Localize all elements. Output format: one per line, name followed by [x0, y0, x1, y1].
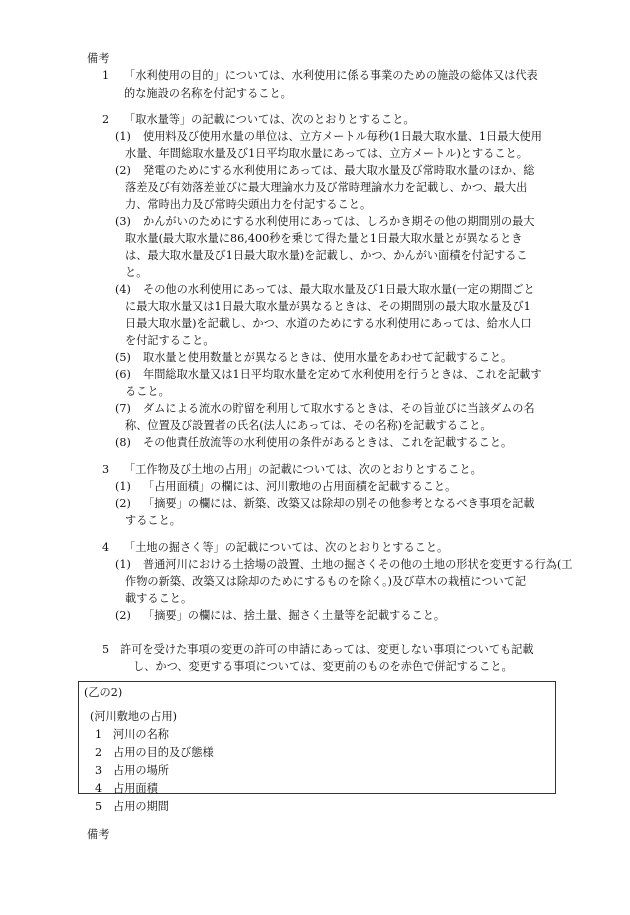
- box-title: (河川敷地の占用): [90, 710, 178, 723]
- item-3-line-1: 「工作物及び土地の占用」の記載については、次のとおりとすること。: [124, 463, 482, 476]
- item-3-number: 3: [102, 463, 110, 476]
- item-4-sub-2-number: (2): [115, 609, 131, 622]
- item-2-sub-4-number: (4): [115, 283, 131, 296]
- item-3-sub-2-line-1: 「摘要」の欄には、新築、改築又は除却の別その他参考となるべき事項を記載: [143, 497, 535, 510]
- item-2-sub-3-line-3: は、最大取水量及び1日最大取水量)を記載し、かつ、かんがい面積を付記するこ: [125, 249, 528, 262]
- item-2-sub-6-line-1: 年間総取水量又は1日平均取水量を定めて水利使用を行うときは、これを記載す: [143, 368, 542, 381]
- item-2-sub-4-line-2: に最大取水量又は1日最大取水量が異なるときは、その期間別の最大取水量及び1: [125, 300, 531, 313]
- item-2-sub-3-line-2: 取水量(最大取水量に86,400秒を乗じて得た量と1日最大取水量とが異なるとき: [125, 232, 523, 245]
- item-2-number: 2: [102, 113, 110, 126]
- item-4-sub-1-line-2: 作物の新築、改築又は除却のためにするものを除く。)及び草木の栽植について記: [125, 575, 527, 588]
- item-2-line-1: 「取水量等」の記載については、次のとおりとすること。: [124, 113, 415, 126]
- item-4-sub-1-number: (1): [115, 558, 131, 571]
- item-1-line-2: 的な施設の名称を付記すること。: [124, 87, 292, 100]
- box-item-2-label: 占用の目的及び態様: [113, 746, 214, 759]
- item-4-sub-1-line-1: 普通河川における土捨場の設置、土地の掘さくその他の土地の形状を変更する行為(工: [143, 558, 573, 571]
- item-2-sub-4-line-3: 日最大取水量)を記載し、かつ、水道のためにする水利使用にあっては、給水人口: [125, 317, 532, 330]
- item-2-sub-8-line-1: その他責任放流等の水利使用の条件があるときは、これを記載すること。: [143, 436, 513, 449]
- box-item-2-number: 2: [95, 746, 103, 759]
- item-3-sub-2-number: (2): [115, 497, 131, 510]
- item-2-sub-3-line-4: と。: [125, 266, 148, 279]
- item-3-sub-1-number: (1): [115, 480, 131, 493]
- item-5-line-1: 許可を受けた事項の変更の許可の申請にあっては、変更しない事項についても記載: [120, 643, 534, 656]
- item-4-sub-2-line-1: 「摘要」の欄には、捨土量、掘さく土量等を記載すること。: [143, 609, 446, 622]
- item-1-line-1: 「水利使用の目的」については、水利使用に係る事業のための施設の総体又は代表: [124, 69, 538, 82]
- item-2-sub-3-number: (3): [115, 215, 131, 228]
- item-2-sub-1-line-1: 使用料及び使用水量の単位は、立方メートル毎秒(1日最大取水量、1日最大使用: [143, 130, 542, 143]
- item-2-sub-6-line-2: ること。: [125, 385, 170, 398]
- box-item-3-label: 占用の場所: [113, 764, 169, 777]
- item-2-sub-4-line-1: その他の水利使用にあっては、最大取水量及び1日最大取水量(一定の期間ごと: [143, 283, 535, 296]
- item-2-sub-1-number: (1): [115, 130, 131, 143]
- item-5-number: 5: [102, 643, 110, 656]
- box-item-1-label: 河川の名称: [113, 728, 169, 741]
- heading-bikou-bottom: 備考: [87, 828, 110, 841]
- item-4-sub-1-line-3: 載すること。: [125, 592, 193, 605]
- item-2-sub-8-number: (8): [115, 436, 131, 449]
- item-2-sub-7-line-2: 称、位置及び設置者の氏名(法人にあっては、その名称)を記載すること。: [125, 419, 492, 432]
- item-4-number: 4: [102, 541, 110, 554]
- box-item-5-number: 5: [95, 800, 103, 813]
- item-3-sub-2-line-2: すること。: [125, 514, 181, 527]
- item-2-sub-3-line-1: かんがいのためにする水利使用にあっては、しろかき期その他の期間別の最大: [143, 215, 535, 228]
- item-2-sub-2-number: (2): [115, 164, 131, 177]
- item-2-sub-2-line-2: 落差及び有効落差並びに最大理論水力及び常時理論水力を記載し、かつ、最大出: [125, 181, 528, 194]
- form-label: (乙の2): [84, 686, 123, 699]
- item-2-sub-2-line-3: 力、常時出力及び常時尖頭出力を付記すること。: [125, 198, 372, 211]
- item-2-sub-6-number: (6): [115, 368, 131, 381]
- box-item-3-number: 3: [95, 764, 103, 777]
- item-1-number: 1: [102, 69, 110, 82]
- item-2-sub-7-number: (7): [115, 402, 131, 415]
- item-2-sub-5-number: (5): [115, 351, 131, 364]
- item-4-line-1: 「土地の掘さく等」の記載については、次のとおりとすること。: [124, 541, 449, 554]
- box-item-4-label: 占用面積: [113, 782, 158, 795]
- item-2-sub-2-line-1: 発電のためにする水利使用にあっては、最大取水量及び常時取水量のほか、総: [143, 164, 535, 177]
- item-2-sub-7-line-1: ダムによる流水の貯留を利用して取水するときは、その旨並びに当該ダムの名: [143, 402, 535, 415]
- item-5-line-2: し、かつ、変更する事項については、変更前のものを赤色で併記すること。: [133, 660, 513, 673]
- heading-bikou: 備考: [87, 52, 110, 65]
- box-item-4-number: 4: [95, 782, 103, 795]
- item-3-sub-1-line-1: 「占用面積」の欄には、河川敷地の占用面積を記載すること。: [143, 480, 457, 493]
- item-2-sub-4-line-4: を付記すること。: [125, 334, 215, 347]
- item-2-sub-5-line-1: 取水量と使用数量とが異なるときは、使用水量をあわせて記載すること。: [143, 351, 513, 364]
- box-item-1-number: 1: [95, 728, 103, 741]
- box-item-5-label: 占用の期間: [113, 800, 169, 813]
- item-2-sub-1-line-2: 水量、年間総取水量及び1日平均取水量にあっては、立方メートル)とすること。: [125, 147, 528, 160]
